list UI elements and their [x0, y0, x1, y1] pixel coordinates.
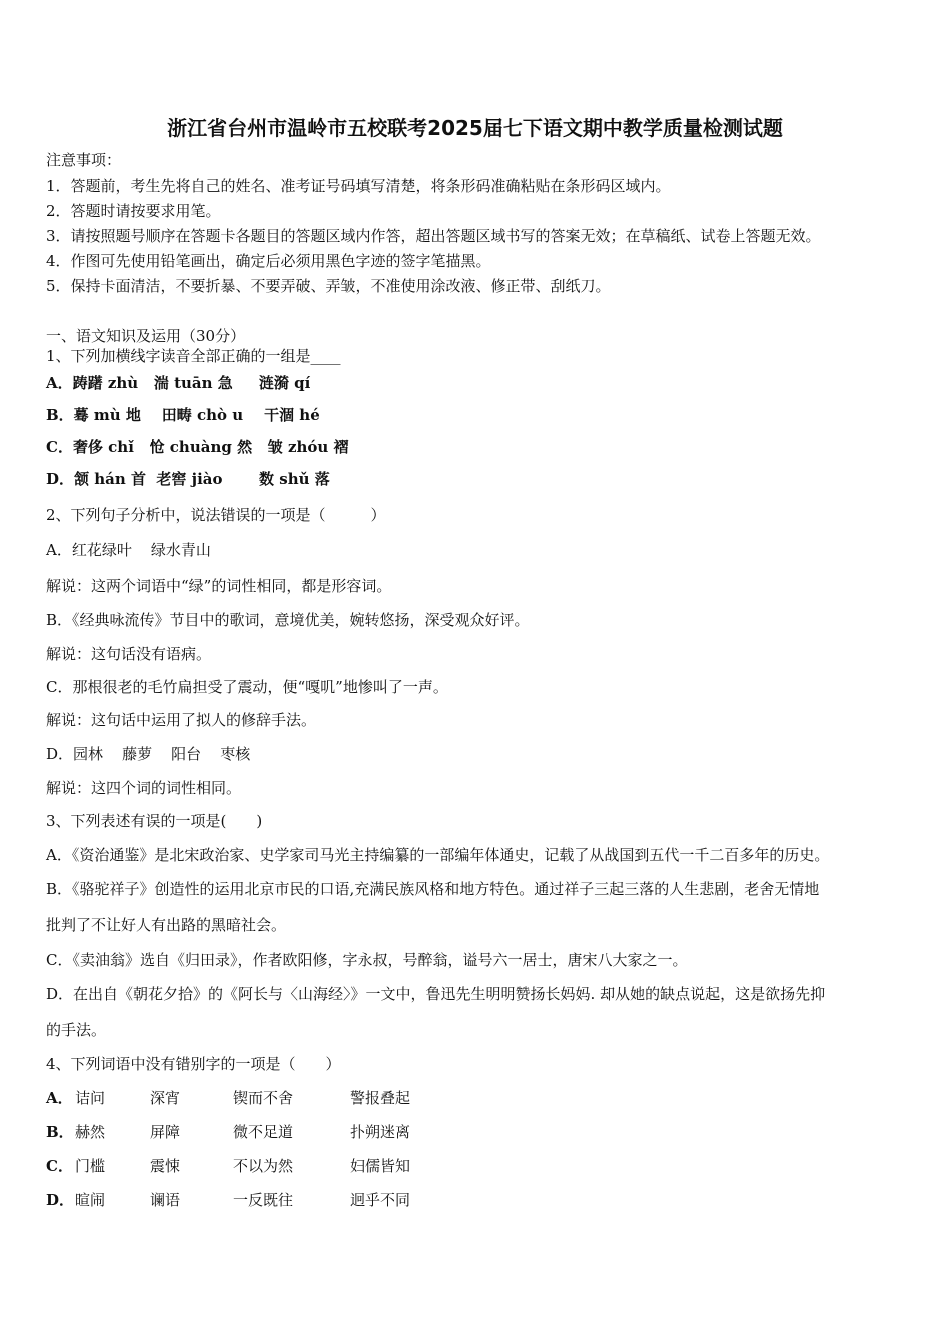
q2-line: D．园林 藤萝 阳台 枣核 [46, 745, 251, 763]
q3-line: B．《骆驼祥子》创造性的运用北京市民的口语,充满民族风格和地方特色。通过祥子三起三落的人生悲剧，老舍无情地 [46, 880, 820, 898]
q4-word: 门槛 [75, 1157, 106, 1175]
q2-stem: 2、下列句子分析中，说法错误的一项是（ ） [46, 506, 386, 524]
q4-word: 警报叠起 [350, 1089, 411, 1107]
q4-option-label: B． [46, 1123, 74, 1141]
q2-line: 解说：这两个词语中“绿”的词性相同，都是形容词。 [46, 577, 392, 595]
q1-option-c: C．奢侈 chǐ 怆 chuàng 然 皱 zhóu 褶 [46, 438, 349, 456]
q3-stem: 3、下列表述有误的一项是( ) [46, 812, 263, 830]
q1-option-a: A．踌躇 zhù 湍 tuān 急 涟漪 qí [46, 374, 311, 392]
q4-option-label: D． [46, 1191, 75, 1209]
q1-option-b: B．蓦 mù 地 田畴 chò u 干涸 hé [46, 406, 320, 424]
q4-option-label: C． [46, 1157, 73, 1175]
q4-word: 暄闹 [75, 1191, 106, 1209]
q4-word: 诘问 [75, 1089, 106, 1107]
q4-word: 屏障 [150, 1123, 181, 1141]
q4-word: 谰语 [150, 1191, 181, 1209]
q1-stem: 1、下列加横线字读音全部正确的一组是____ [46, 347, 341, 365]
q3-line: D．在出自《朝花夕拾》的《阿长与〈山海经〉》一文中，鲁迅先生明明赞扬长妈妈. 却从她的缺点说起，这是欲扬先抑 [46, 985, 826, 1003]
q4-stem: 4、下列词语中没有错别字的一项是（ ） [46, 1055, 341, 1073]
q2-line: 解说：这四个词的词性相同。 [46, 779, 242, 797]
note-item: 2．答题时请按要求用笔。 [46, 202, 221, 220]
note-item: 4．作图可先使用铅笔画出，确定后必须用黑色字迹的签字笔描黑。 [46, 252, 491, 270]
note-item: 1．答题前，考生先将自己的姓名、准考证号码填写清楚，将条形码准确粘贴在条形码区域内。 [46, 177, 671, 195]
q4-word: 迥乎不同 [350, 1191, 411, 1209]
note-item: 5．保持卡面清洁，不要折暴、不要弄破、弄皱，不准使用涂改液、修正带、刮纸刀。 [46, 277, 611, 295]
q3-line: 批判了不让好人有出路的黑暗社会。 [46, 916, 287, 934]
q4-word: 不以为然 [233, 1157, 294, 1175]
q4-word: 锲而不舍 [233, 1089, 294, 1107]
q1-option-d: D．颔 hán 首 老窖 jiào 数 shǔ 落 [46, 470, 330, 488]
q2-line: B．《经典咏流传》节目中的歌词，意境优美，婉转悠扬，深受观众好评。 [46, 611, 530, 629]
q4-option-label: A． [46, 1089, 73, 1107]
q2-line: 解说：这句话没有语病。 [46, 645, 212, 663]
q3-line: 的手法。 [46, 1021, 107, 1039]
notes-heading: 注意事项： [46, 151, 122, 169]
q2-line: A．红花绿叶 绿水青山 [46, 541, 211, 559]
q2-line: C．那根很老的毛竹扁担受了震动，便“嘎叽”地惨叫了一声。 [46, 678, 448, 696]
note-item: 3．请按照题号顺序在答题卡各题目的答题区域内作答，超出答题区域书写的答案无效；在草稿纸、试卷上答题无效。 [46, 227, 821, 245]
q4-word: 妇儒皆知 [350, 1157, 411, 1175]
page-title: 浙江省台州市温岭市五校联考2025届七下语文期中教学质量检测试题 [167, 116, 783, 140]
section-heading: 一、语文知识及运用（30分） [46, 327, 246, 345]
q3-line: C．《卖油翁》选自《归田录》，作者欧阳修，字永叔，号醉翁，谥号六一居士，唐宋八大家之一。 [46, 951, 688, 969]
q4-word: 震悚 [150, 1157, 181, 1175]
q3-line: A．《资治通鉴》是北宋政治家、史学家司马光主持编纂的一部编年体通史，记载了从战国到五代一千二百多年的历史。 [46, 846, 830, 864]
q4-word: 赫然 [75, 1123, 106, 1141]
q2-line: 解说：这句话中运用了拟人的修辞手法。 [46, 711, 317, 729]
q4-word: 扑朔迷离 [350, 1123, 411, 1141]
q4-word: 深宵 [150, 1089, 181, 1107]
q4-word: 一反既往 [233, 1191, 294, 1209]
q4-word: 微不足道 [233, 1123, 294, 1141]
